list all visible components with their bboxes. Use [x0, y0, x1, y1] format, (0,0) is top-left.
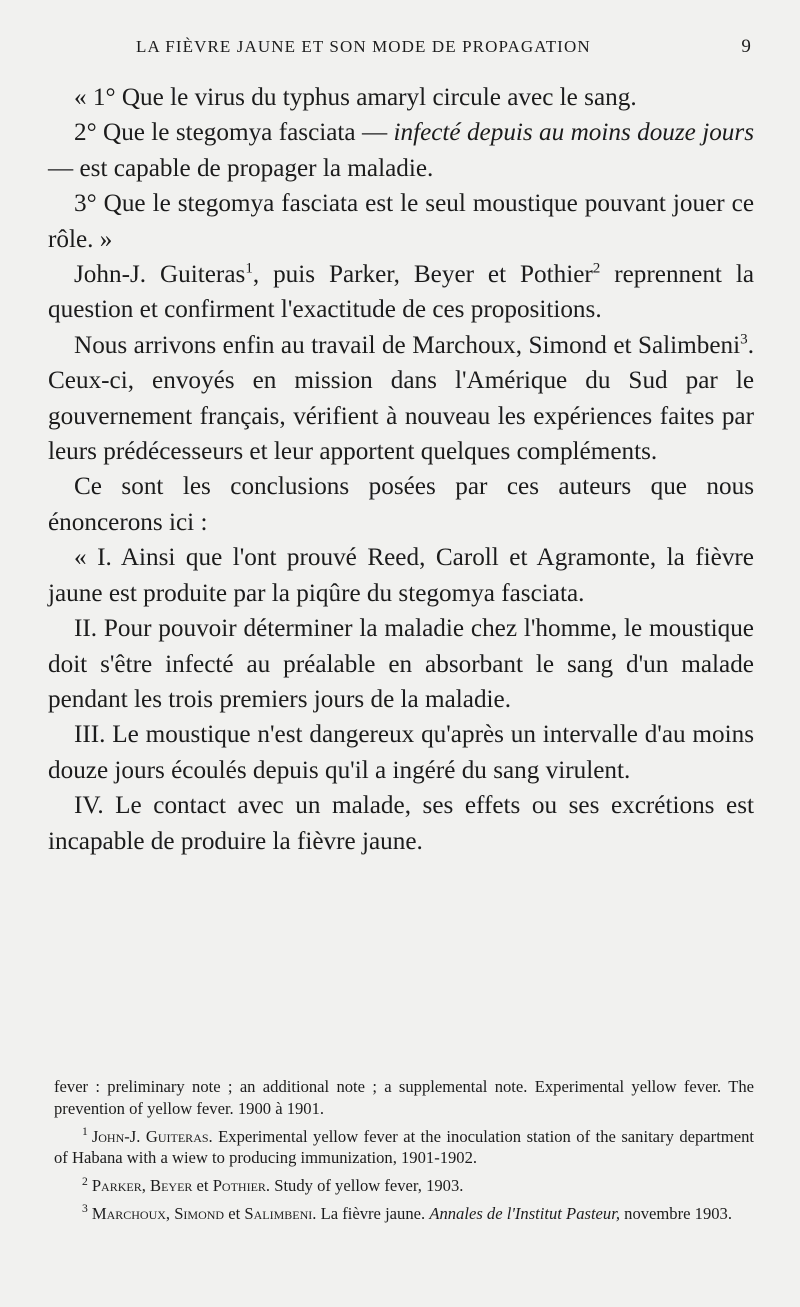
footnote-text: Study of yellow fever, 1903. [270, 1176, 464, 1196]
paragraph-guiteras [48, 257, 754, 328]
footnote-mark: 3 [82, 1202, 88, 1216]
paragraph-text: , puis Parker, Beyer et Pothier [252, 261, 593, 289]
paragraph-text: III. Le moustique n'est dangereux qu'après un intervalle d'au moins douze jours écoulés depuis qu'il a ingéré du sang virulent. [48, 721, 754, 784]
body-text [48, 80, 754, 859]
paragraph-point-4 [48, 788, 754, 859]
footnote-text: Experimental yellow fever at the inoculation station of the sanitary department of Habana with a wiew to producing immunization, 1901-1902. [54, 1126, 754, 1168]
paragraph-point-2 [48, 611, 754, 717]
paragraph-point-3 [48, 717, 754, 788]
footnote-mark: 1 [82, 1125, 88, 1139]
page-number: 9 [741, 36, 752, 57]
running-head [52, 36, 752, 58]
footnote-author: John-J. Guiteras. [91, 1126, 213, 1146]
paragraph-text: . Ceux-ci, envoyés en mission dans l'Amérique du Sud par le gouvernement français, vérifient à nouveau les expériences faites par leurs prédécesseurs et leur apportent quelques compléments. [48, 331, 754, 466]
footnote-text: et [224, 1203, 245, 1223]
paragraph-text: reprennent la question et confirment l'exactitude de ces propositions. [48, 261, 754, 324]
footnotes [54, 1076, 754, 1231]
footnote-mark: 2 [82, 1174, 88, 1188]
paragraph-point-1 [48, 540, 754, 611]
footnote-1 [54, 1126, 754, 1170]
paragraph-marchoux [48, 328, 754, 470]
paragraph-conclusion-1 [48, 80, 754, 115]
paragraph-text: John-J. Guiteras [74, 261, 246, 289]
footnote-author: Salimbeni. [244, 1203, 317, 1223]
footnote-ref: 3 [740, 331, 748, 348]
footnote-3 [54, 1203, 754, 1225]
paragraph-text: IV. Le contact avec un malade, ses effets ou ses excrétions est incapable de produire la fièvre jaune. [48, 792, 754, 855]
footnote-continuation [54, 1076, 754, 1120]
paragraph-text: 3° Que le stegomya fasciata est le seul moustique pouvant jouer ce rôle. » [48, 190, 754, 253]
footnote-text: novembre 1903. [620, 1203, 732, 1223]
footnote-ref: 2 [592, 260, 601, 277]
paragraph-text: « I. Ainsi que l'ont prouvé Reed, Caroll et Agramonte, la fièvre jaune est produite par la piqûre du stegomya fasciata. [48, 544, 754, 607]
paragraph-text: 2° Que le stegomya fasciata — [74, 119, 394, 147]
italic-phrase: infecté depuis au moins douze jours [393, 119, 754, 147]
paragraph-text: Nous arrivons enfin au travail de Marchoux, Simond et Salimbeni [74, 331, 741, 359]
paragraph-text: « 1° Que le virus du typhus amaryl circule avec le sang. [74, 84, 637, 111]
footnote-text: fever : preliminary note ; an additional note ; a supplemental note. Experimental yellow fever. The prevention of yellow fever. 1900 à 1901. [54, 1077, 754, 1118]
paragraph-text: Ce sont les conclusions posées par ces auteurs que nous énoncerons ici : [48, 473, 754, 536]
running-title: LA FIÈVRE JAUNE ET SON MODE DE PROPAGATION [136, 37, 591, 56]
journal-title: Annales de l'Institut Pasteur, [429, 1203, 620, 1223]
footnote-author: Pothier. [212, 1176, 271, 1196]
footnote-2 [54, 1175, 754, 1197]
footnote-text: La fièvre jaune. [316, 1203, 430, 1223]
footnote-author: Parker, Beyer [91, 1176, 193, 1196]
footnote-ref: 1 [245, 260, 253, 277]
paragraph-text: II. Pour pouvoir déterminer la maladie chez l'homme, le moustique doit s'être infecté au préalable en absorbant le sang d'un malade pendant les trois premiers jours de la maladie. [48, 615, 754, 713]
paragraph-conclusion-2 [48, 115, 754, 186]
paragraph-conclusions-intro [48, 469, 754, 540]
footnote-author: Marchoux, Simond [91, 1203, 225, 1223]
paragraph-conclusion-3 [48, 186, 754, 257]
paragraph-text: — est capable de propager la maladie. [48, 154, 434, 182]
footnote-text: et [192, 1176, 213, 1196]
